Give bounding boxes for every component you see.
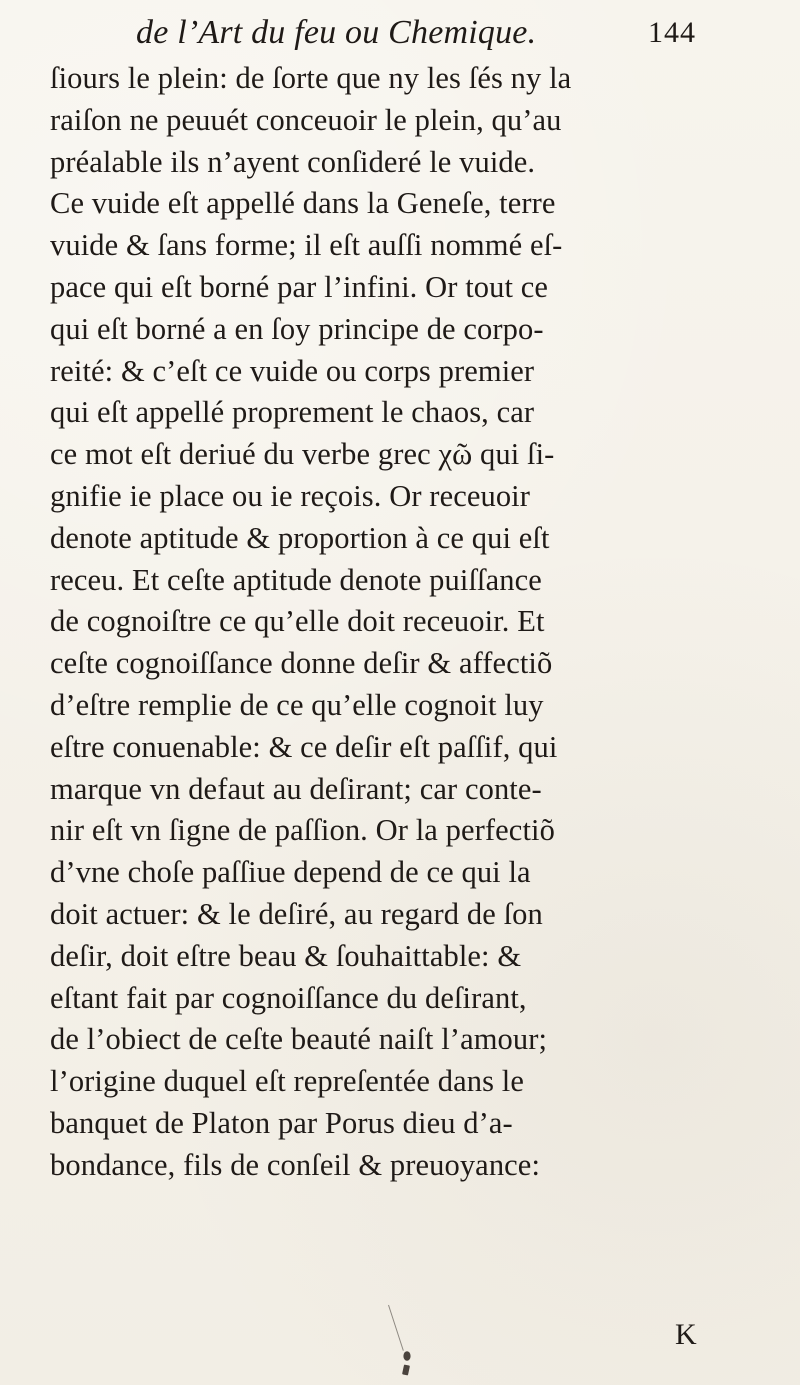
text-line: pace qui eſt borné par l’infini. Or tout ce	[50, 269, 549, 304]
page-number: 144	[648, 16, 696, 49]
signature-mark: K	[675, 1318, 697, 1351]
text-line: préalable ils n’ayent conſideré le vuide.	[50, 144, 536, 179]
text-line: nir eſt vn ſigne de paſſion. Or la perfectiõ	[50, 813, 555, 848]
text-line: qui eſt borné a en ſoy principe de corpo-	[50, 311, 544, 346]
text-line: l’origine duquel eſt repreſentée dans le	[50, 1064, 525, 1099]
text-line: ceſte cognoiſſance donne deſir & affectiõ	[50, 646, 553, 681]
text-line: gnifie ie place ou ie reçois. Or receuoir	[50, 478, 531, 513]
text-line: denote aptitude & proportion à ce qui eſt	[50, 520, 550, 555]
text-line: eſtant fait par cognoiſſance du deſirant,	[50, 980, 527, 1015]
text-line: deſir, doit eſtre beau & ſouhaittable: &	[50, 938, 522, 973]
text-line: reité: & c’eſt ce vuide ou corps premier	[50, 353, 535, 388]
running-title: de l’Art du feu ou Chemique.	[136, 14, 537, 51]
text-line: eſtre conuenable: & ce deſir eſt paſſif, qui	[50, 729, 558, 764]
text-line: ce mot eſt deriué du verbe grec χῶ qui ſi-	[50, 437, 555, 472]
text-line: banquet de Platon par Porus dieu d’a-	[50, 1105, 513, 1140]
text-line: bondance, fils de conſeil & preuoyance:	[50, 1147, 541, 1182]
ink-spot	[402, 1364, 410, 1375]
text-line: de l’obiect de ceſte beauté naiſt l’amour;	[50, 1022, 548, 1057]
text-line: d’eſtre remplie de ce qu’elle cognoit luy	[50, 687, 544, 722]
text-line: raiſon ne peuuét conceuoir le plein, qu’au	[50, 102, 562, 137]
text-line: de cognoiſtre ce qu’elle doit receuoir. Et	[50, 604, 545, 639]
text-line: marque vn defaut au deſirant; car conte-	[50, 771, 542, 806]
text-line: vuide & ſans forme; il eſt auſſi nommé eſ-	[50, 228, 563, 263]
text-line: doit actuer: & le deſiré, au regard de ſon	[50, 896, 543, 931]
text-line: qui eſt appellé proprement le chaos, car	[50, 395, 535, 430]
text-line: receu. Et ceſte aptitude denote puiſſance	[50, 562, 542, 597]
text-line: Ce vuide eſt appellé dans la Geneſe, terre	[50, 186, 556, 221]
running-head	[136, 10, 696, 56]
text-line: ſiours le plein: de ſorte que ny les ſés ny la	[50, 61, 572, 95]
text-line: d’vne choſe paſſiue depend de ce qui la	[50, 855, 531, 890]
ink-spot	[403, 1351, 410, 1361]
body-text	[50, 58, 710, 1187]
